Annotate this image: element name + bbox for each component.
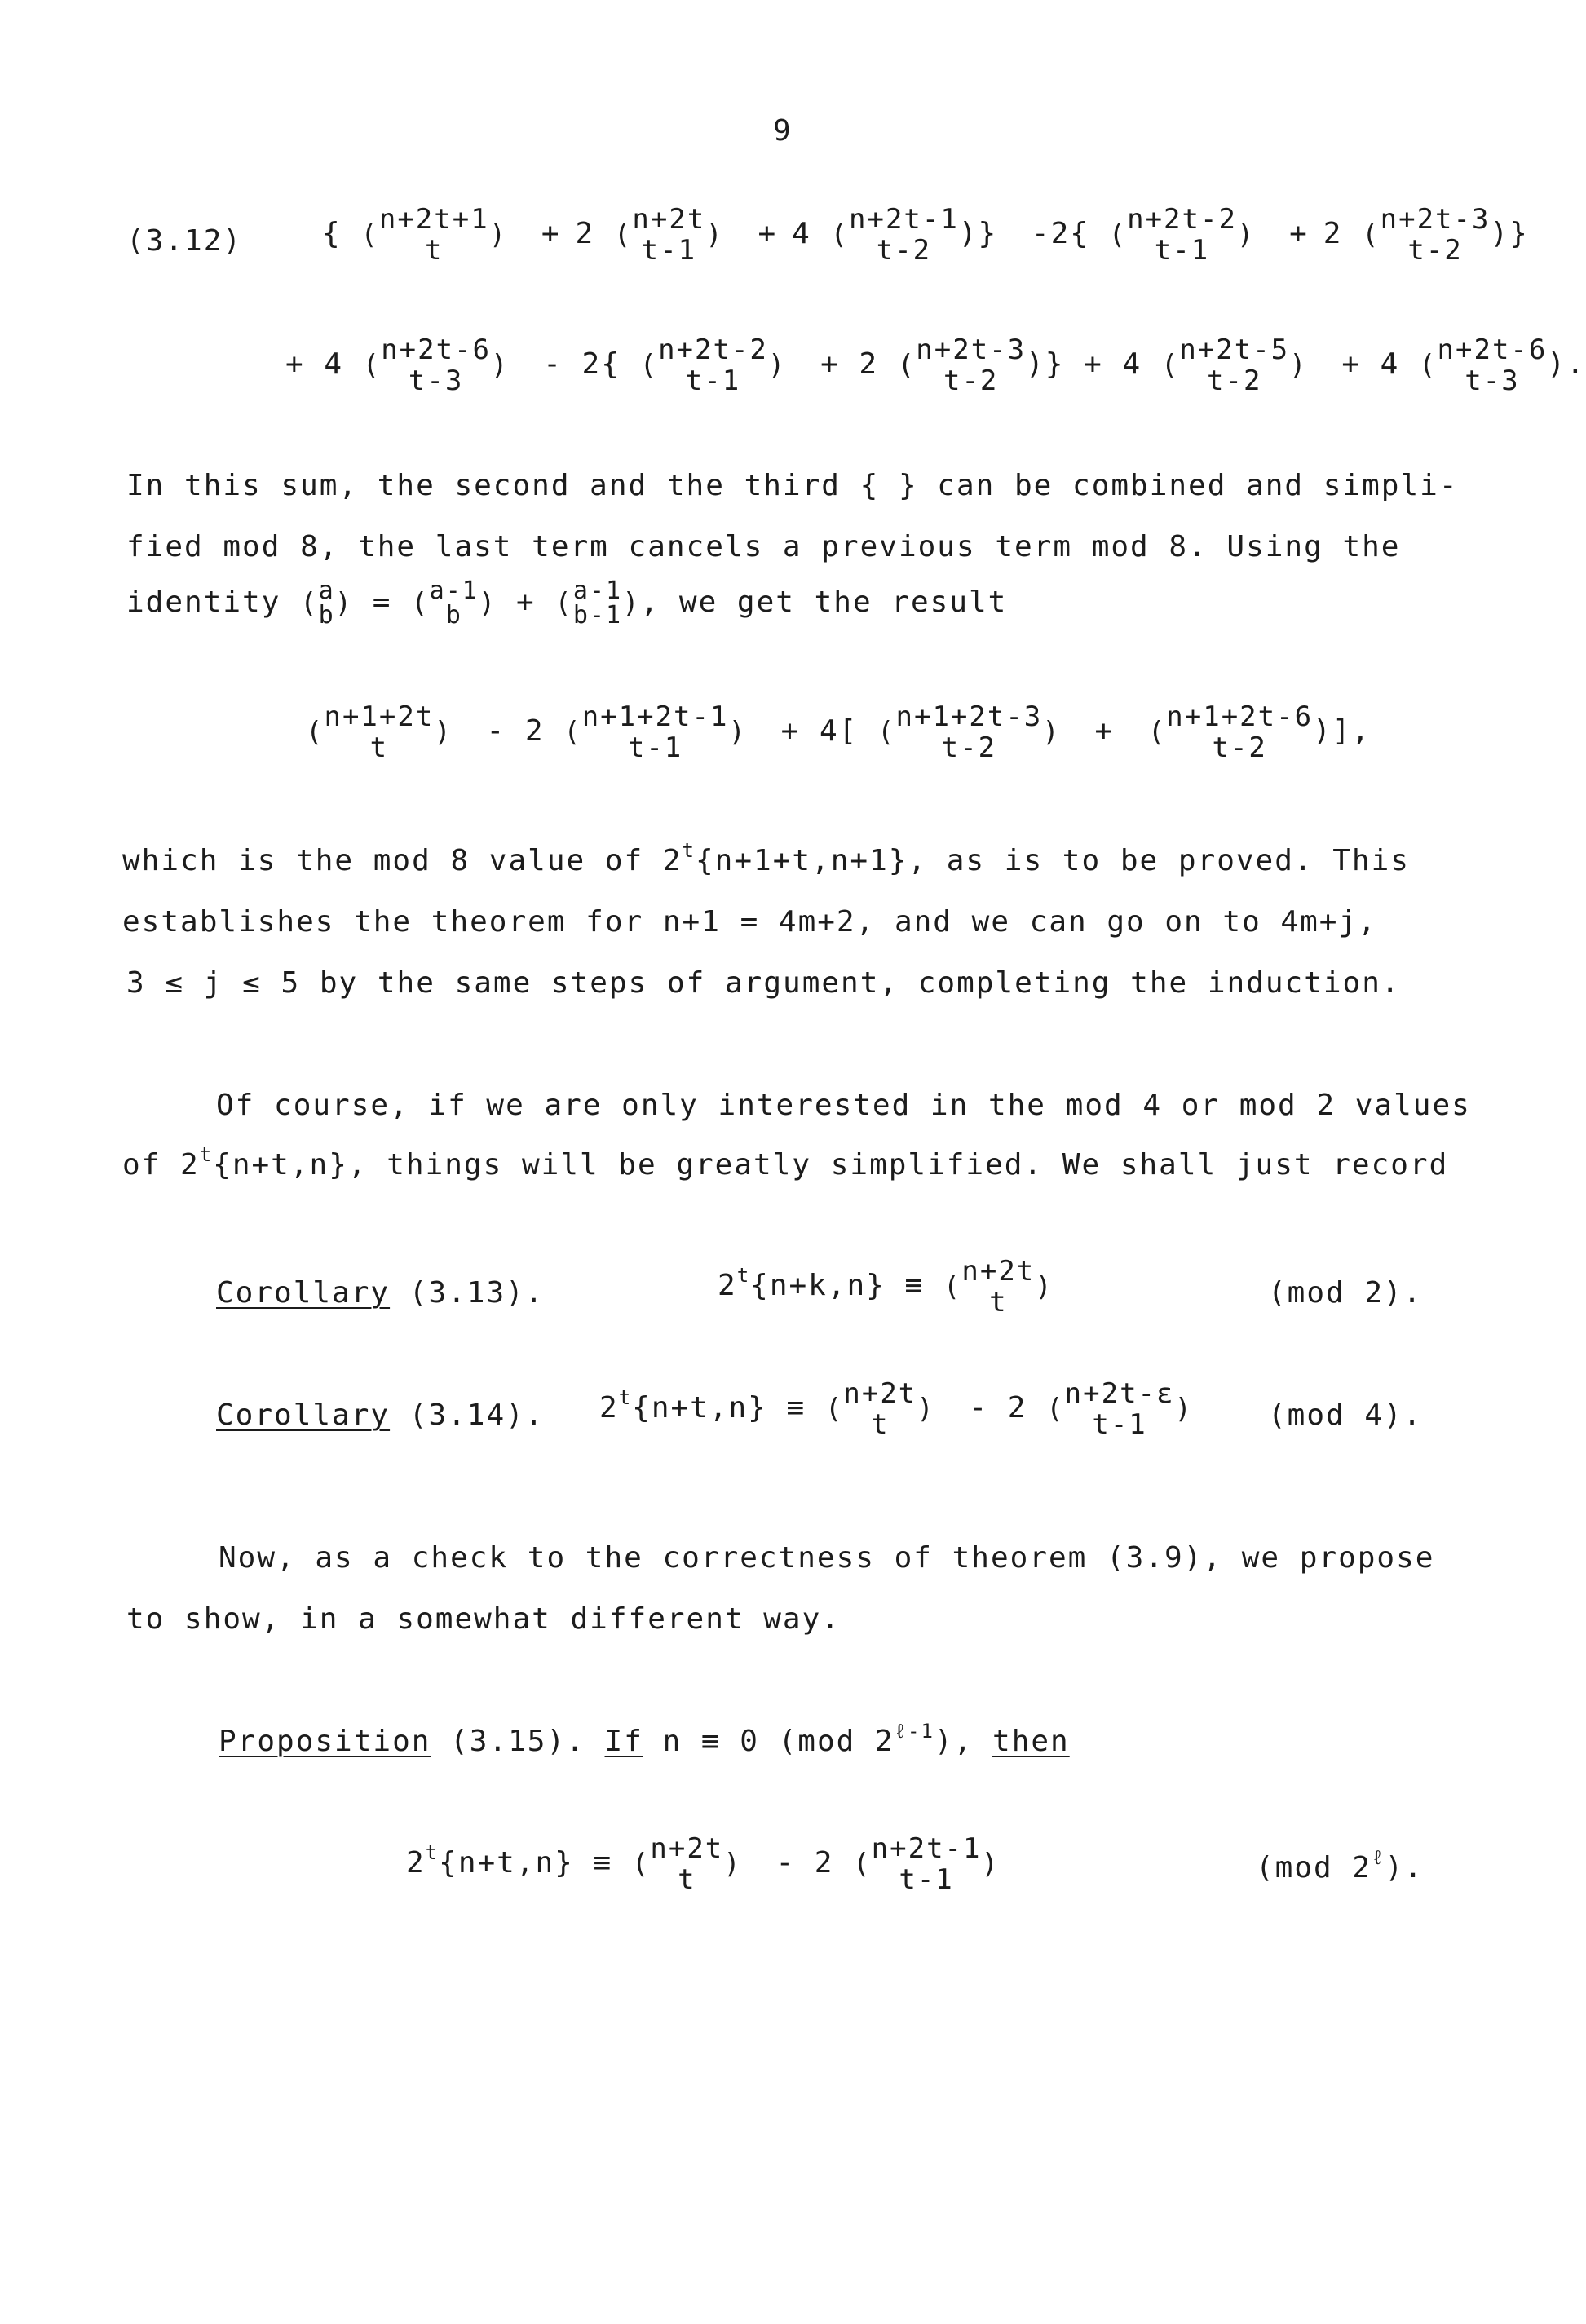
binomial: ( a-1 b ) (411, 577, 497, 630)
text: identity (126, 585, 281, 619)
binomial-top: n+2t-1 (871, 1832, 982, 1865)
binomial-bottom: t-2 (943, 365, 999, 397)
text: {n+1+t,n+1}, as is to be proved. This (696, 844, 1410, 877)
binomial: ( n+2t-1 t-2 (830, 203, 959, 267)
operator: -2{ (1031, 217, 1089, 250)
binomial: ( n+1+2t t ) (306, 700, 453, 764)
superscript: ℓ-1 (894, 1720, 934, 1743)
coefficient: 2 (1323, 217, 1343, 250)
text: (mod 2 (1256, 1851, 1372, 1884)
if-word: If (604, 1725, 643, 1758)
binomial-top: n+2t-6 (1437, 334, 1548, 366)
superscript: t (682, 839, 696, 862)
binomial-top: a-1 (572, 577, 623, 605)
operator: + (758, 217, 778, 250)
paragraph-line: Of course, if we are only interested in the mod 4 or mod 2 values (216, 1089, 1471, 1122)
binomial-top: n+2t-2 (1127, 203, 1237, 236)
superscript: t (736, 1264, 751, 1287)
text: ), (934, 1725, 974, 1758)
binomial: ( n+2t-3 t-2 (897, 334, 1027, 397)
page-number: 9 (773, 114, 793, 148)
binomial: ( n+2t-2 t-1 ) (1108, 203, 1256, 267)
binomial-top: n+2t-3 (1380, 203, 1491, 236)
superscript: t (618, 1386, 633, 1409)
binomial-bottom: t (425, 234, 444, 267)
corollary-title: Corollary (216, 1276, 391, 1310)
text: 2 (718, 1269, 737, 1302)
proposition-3-15 (219, 1720, 1070, 1758)
text: , we get the result (640, 585, 1008, 619)
binomial-top: n+2t-6 (381, 334, 492, 366)
binomial-bottom: t-1 (641, 234, 697, 267)
binomial-top: n+2t-2 (658, 334, 768, 366)
binomial: ( n+2t t ) (631, 1832, 742, 1896)
then-word: then (992, 1725, 1070, 1758)
binomial-bottom: t-1 (685, 365, 741, 397)
operator: - 2{ (543, 347, 621, 381)
binomial-top: n+1+2t-3 (895, 700, 1043, 733)
binomial-bottom: b (318, 601, 335, 630)
binomial-top: n+2t (632, 203, 706, 236)
text: {n+t,n} ≡ (632, 1391, 806, 1425)
binomial-top: n+2t (843, 1377, 917, 1410)
equation-3-12-line-1 (322, 204, 1529, 266)
closing: ). (1547, 347, 1586, 381)
binomial: ( n+2t-1 t-1 ) (853, 1832, 1000, 1896)
corollary-title: Corollary (216, 1398, 391, 1432)
text: 5 by the same steps of argument, completing the induction. (281, 966, 1401, 1000)
binomial: ( n+2t-ε t-1 ) (1046, 1377, 1193, 1441)
final-equation-mod (1256, 1846, 1424, 1884)
binomial-top: n+2t-3 (916, 334, 1027, 366)
operator: + (1094, 714, 1115, 748)
text: {n+t,n} ≡ (439, 1846, 613, 1880)
less-equal-symbol: ≤ (165, 966, 185, 1000)
text: {n+t,n}, things will be greatly simplified. We shall just record (213, 1148, 1449, 1182)
superscript: t (425, 1841, 440, 1864)
result-equation (306, 701, 1371, 763)
proposition-title: Proposition (219, 1725, 431, 1758)
corollary-3-13-mod: (mod 2). (1268, 1276, 1423, 1310)
paragraph-line: establishes the theorem for n+1 = 4m+2, and we can go on to 4m+j, (122, 905, 1377, 939)
binomial-top: n+2t-1 (849, 203, 959, 236)
binomial: ( n+2t-3 t-2 (1362, 203, 1491, 267)
superscript: t (199, 1143, 214, 1166)
binomial-top: n+2t (650, 1832, 724, 1865)
operator: + 2 (820, 347, 879, 381)
binomial-bottom: t-1 (627, 731, 683, 764)
operator: - 2 (486, 714, 545, 748)
paragraph-line (122, 839, 1410, 877)
less-equal-symbol: ≤ (242, 966, 262, 1000)
binomial-top: n+2t (961, 1255, 1036, 1288)
binomial: ( n+1+2t-6 t-2 (1147, 700, 1314, 764)
closing: )} (958, 217, 998, 250)
proposition-number: (3.15). (450, 1725, 585, 1758)
binomial-bottom: t (989, 1286, 1008, 1319)
paragraph-line: to show, in a somewhat different way. (126, 1602, 841, 1636)
operator: + 4[ (780, 714, 859, 748)
binomial-bottom: t-3 (1465, 365, 1520, 397)
final-equation (406, 1833, 1000, 1895)
paragraph-line (122, 1143, 1449, 1182)
binomial-bottom: t-2 (1212, 731, 1267, 764)
binomial-bottom: t-2 (1207, 365, 1262, 397)
binomial-bottom: t (678, 1863, 696, 1896)
binomial-bottom: b-1 (572, 601, 623, 630)
operator: )} + 4 (1026, 347, 1142, 381)
superscript: ℓ (1372, 1846, 1385, 1869)
text: which is the mod 8 value of 2 (122, 844, 683, 877)
paragraph-line: fied mod 8, the last term cancels a previous term mod 8. Using the (126, 530, 1401, 563)
binomial-top: n+2t-5 (1179, 334, 1290, 366)
coefficient: 2 (575, 217, 595, 250)
text: of 2 (122, 1148, 200, 1182)
binomial-top: n+1+2t (324, 700, 435, 733)
closing: )], (1313, 714, 1372, 748)
binomial: ( a b ) (300, 577, 354, 630)
corollary-3-13-label (216, 1276, 544, 1310)
binomial-top: n+2t-ε (1064, 1377, 1175, 1410)
text: j (203, 966, 223, 1000)
equation-label: (3.12) (126, 224, 243, 258)
binomial-bottom: t-2 (876, 234, 932, 267)
corollary-3-14-label (216, 1398, 544, 1432)
operator: - 2 (775, 1846, 834, 1880)
closing: )} (1490, 217, 1529, 250)
binomial-top: a-1 (429, 577, 479, 605)
binomial: ( n+1+2t-1 t-1 ) (563, 700, 747, 764)
binomial-bottom: t-1 (899, 1863, 954, 1896)
binomial-top: a (318, 577, 335, 605)
paragraph-line: In this sum, the second and the third { } can be combined and simpli- (126, 469, 1459, 502)
operator: + (1289, 217, 1309, 250)
binomial: ( n+2t t ) (824, 1377, 935, 1441)
operator: = (372, 585, 392, 619)
binomial: ( n+2t-2 t-1 ) (639, 334, 787, 397)
operator: + 4 (1341, 347, 1400, 381)
binomial: ( a-1 b-1 ) (554, 577, 641, 630)
text: 2 (406, 1846, 426, 1880)
binomial: ( n+2t+1 t ) (360, 203, 508, 267)
coefficient: 4 (792, 217, 811, 250)
text: 3 (126, 966, 146, 1000)
corollary-number: (3.14). (409, 1398, 545, 1432)
corollary-3-14-mod: (mod 4). (1268, 1398, 1423, 1432)
corollary-3-13-formula (718, 1256, 1054, 1318)
binomial-bottom: t (871, 1408, 890, 1441)
text: ). (1385, 1851, 1424, 1884)
paragraph-line (126, 966, 1401, 1000)
binomial: ( n+2t-6 t-3 ) (362, 334, 510, 397)
identity-line (126, 579, 1007, 628)
brace: { (322, 217, 342, 250)
binomial: ( n+2t-6 t-3 (1419, 334, 1548, 397)
paragraph-line: Now, as a check to the correctness of theorem (3.9), we propose (219, 1541, 1435, 1575)
binomial-bottom: t (369, 731, 389, 764)
binomial-bottom: t-3 (408, 365, 464, 397)
text: {n+k,n} ≡ (750, 1269, 925, 1302)
condition: n ≡ 0 (mod 2 (662, 1725, 895, 1758)
binomial-bottom: t-1 (1092, 1408, 1147, 1441)
equation-3-12-line-2 (285, 334, 1586, 396)
corollary-number: (3.13). (409, 1276, 545, 1310)
binomial-top: n+1+2t-6 (1166, 700, 1314, 733)
binomial: ( n+2t t ) (943, 1255, 1054, 1319)
corollary-3-14-formula (599, 1378, 1193, 1440)
binomial: ( n+1+2t-3 t-2 ) (877, 700, 1061, 764)
operator: + (541, 217, 561, 250)
operator: + 4 (285, 347, 344, 381)
binomial-top: n+1+2t-1 (581, 700, 729, 733)
text: 2 (599, 1391, 619, 1425)
binomial: ( n+2t t-1 ) (613, 203, 724, 267)
binomial-top: n+2t+1 (378, 203, 489, 236)
binomial-bottom: t-1 (1154, 234, 1210, 267)
binomial-bottom: t-2 (1407, 234, 1463, 267)
binomial-bottom: b (445, 601, 462, 630)
binomial: ( n+2t-5 t-2 ) (1160, 334, 1308, 397)
binomial-bottom: t-2 (941, 731, 997, 764)
operator: + (516, 585, 536, 619)
operator: - 2 (969, 1391, 1027, 1425)
